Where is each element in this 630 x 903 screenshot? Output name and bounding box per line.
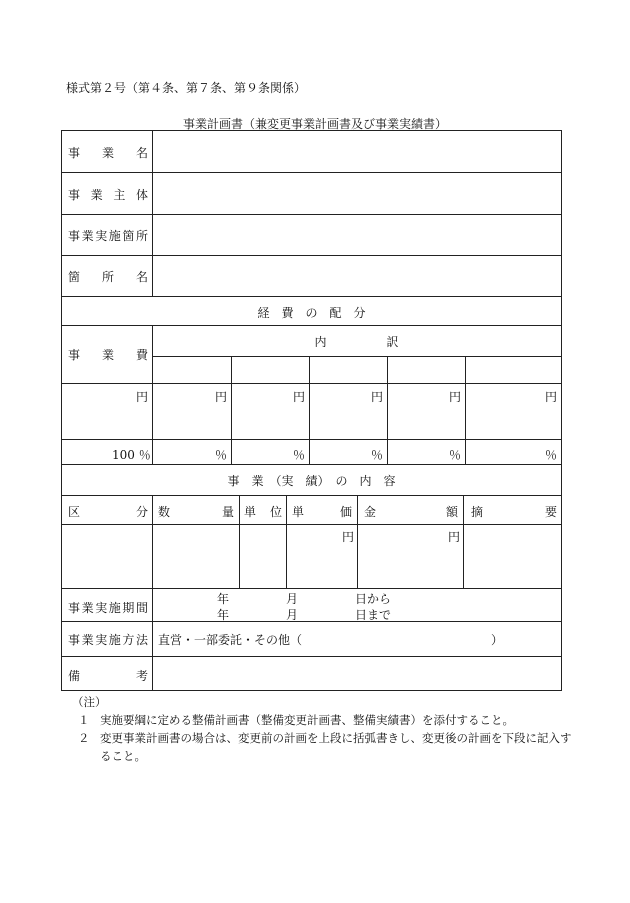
note-number: １	[78, 713, 90, 727]
label-period: 事 業 実 施 期 間	[68, 601, 148, 615]
yen-unit: 円	[136, 390, 149, 404]
yen-unit: 円	[371, 390, 384, 404]
label-method: 事 業 実 施 方 法	[68, 633, 148, 647]
period-from: 日から	[355, 592, 392, 606]
notes-heading: （注）	[72, 695, 107, 709]
cost-section-title: 経 費 の 配 分	[257, 306, 366, 320]
label-kasho-mei: 箇 所 名	[68, 270, 148, 284]
label-jigyohi: 事 業 費	[68, 348, 148, 362]
note-item	[72, 711, 572, 729]
yen-unit: 円	[342, 530, 355, 544]
col-kubun: 区 分	[68, 505, 148, 519]
yen-unit: 円	[448, 530, 461, 544]
period-month: 月	[286, 592, 299, 606]
period-month: 月	[286, 608, 299, 622]
period-to: 日まで	[355, 608, 392, 622]
yen-unit: 円	[449, 390, 462, 404]
percent-unit: ％	[215, 448, 228, 462]
label-jisshi-kasho: 事 業 実 施 箇 所	[68, 229, 148, 243]
detail-section-title: 事 業 （実 績） の 内 容	[227, 474, 396, 488]
percent-unit: ％	[545, 448, 558, 462]
period-year: 年	[217, 608, 230, 622]
note-item	[72, 729, 572, 765]
note-text: 変更事業計画書の場合は、変更前の計画を上段に括弧書きし、変更後の計画を下段に記入すること。	[100, 731, 572, 763]
note-number: ２	[78, 731, 90, 745]
method-options: 直営・一部委託・その他（	[158, 633, 303, 647]
col-tanka: 単 価	[292, 505, 352, 519]
form-title: 事業計画書（兼変更事業計画書及び事業実績書）	[182, 117, 447, 131]
notes	[72, 693, 572, 765]
col-suryo: 数 量	[158, 505, 234, 519]
yen-unit: 円	[545, 390, 558, 404]
yen-unit: 円	[215, 390, 228, 404]
method-close: ）	[491, 633, 504, 647]
percent-unit: ％	[293, 448, 306, 462]
label-jigyo-shutai: 事 業 主 体	[68, 188, 148, 202]
form-number: 様式第２号（第４条、第７条、第９条関係）	[66, 81, 307, 95]
total-percent: 100 ％	[112, 448, 151, 462]
percent-unit: ％	[449, 448, 462, 462]
uchiwake-label: 内 訳	[314, 335, 399, 349]
col-tani: 単 位	[244, 505, 282, 519]
period-year: 年	[217, 592, 230, 606]
label-jigyo-mei: 事 業 名	[68, 146, 148, 160]
yen-unit: 円	[293, 390, 306, 404]
note-text: 実施要綱に定める整備計画書（整備変更計画書、整備実績書）を添付すること。	[100, 713, 514, 727]
label-remarks: 備 考	[68, 669, 148, 683]
col-kingaku: 金 額	[364, 505, 458, 519]
percent-unit: ％	[371, 448, 384, 462]
col-tekiyo: 摘 要	[471, 505, 557, 519]
plan-table	[61, 130, 562, 691]
